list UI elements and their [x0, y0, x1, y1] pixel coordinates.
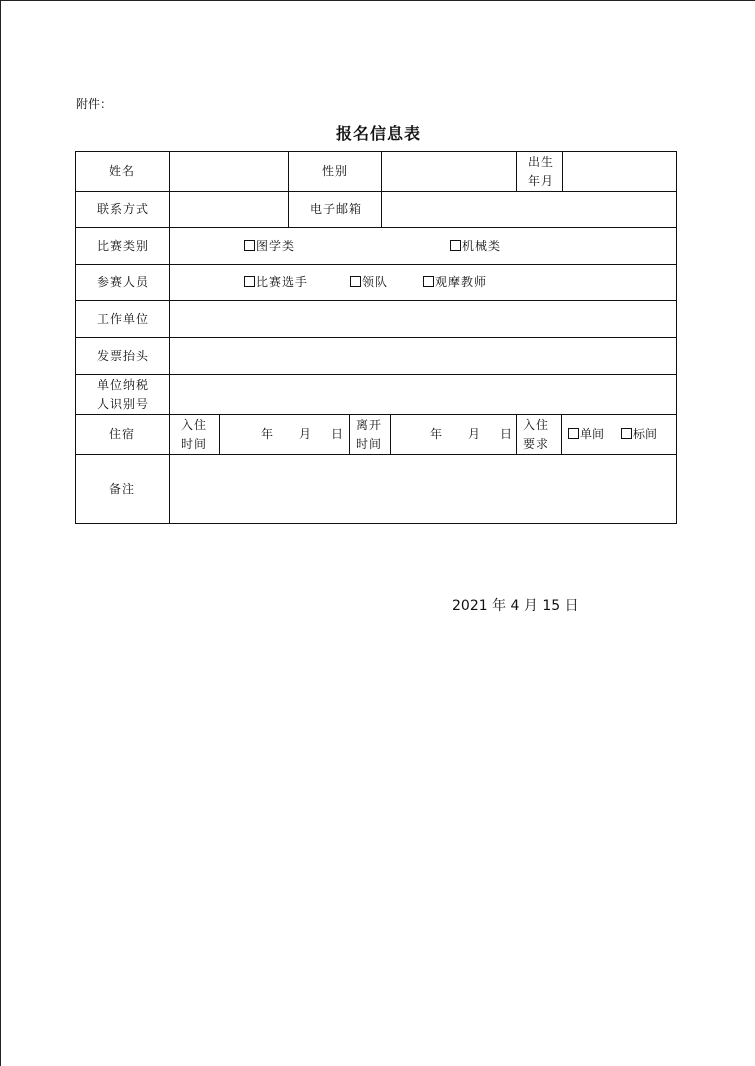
participant-option-leader[interactable]: 领队	[350, 272, 388, 292]
checkbox-icon[interactable]	[350, 276, 361, 287]
label-checkin-line1: 入住	[181, 418, 208, 432]
remarks-field[interactable]	[170, 455, 676, 523]
label-invoice-title: 发票抬头	[97, 349, 150, 363]
form-title: 报名信息表	[335, 124, 421, 143]
column-divider	[390, 414, 391, 455]
participant-option-contestant[interactable]: 比赛选手	[244, 272, 308, 292]
checkbox-icon[interactable]	[423, 276, 434, 287]
email-field[interactable]	[382, 192, 676, 227]
footer-date: 2021 年 4 月 15 日	[452, 598, 579, 614]
label-lodging: 住宿	[109, 427, 136, 441]
gender-field[interactable]	[382, 152, 516, 191]
contact-field[interactable]	[170, 192, 288, 227]
table-border-right	[676, 151, 677, 524]
label-checkout-line2: 时间	[356, 437, 383, 451]
checkbox-icon[interactable]	[450, 240, 461, 251]
participant-option-observer[interactable]: 观摩教师	[423, 272, 487, 292]
label-request-line2: 要求	[523, 437, 550, 451]
checkbox-icon[interactable]	[244, 240, 255, 251]
label-category: 比赛类别	[97, 239, 150, 253]
label-participants: 参赛人员	[97, 275, 150, 289]
checkbox-icon[interactable]	[568, 428, 579, 439]
row-divider	[75, 414, 677, 415]
birth-field[interactable]	[563, 152, 676, 191]
row-divider	[75, 264, 677, 265]
label-checkin-line2: 时间	[181, 437, 208, 451]
taxpayer-id-field[interactable]	[170, 375, 676, 414]
label-name: 姓名	[109, 164, 136, 178]
label-taxpayer-line1: 单位纳税	[97, 378, 150, 392]
employer-field[interactable]	[170, 301, 676, 337]
label-gender: 性别	[322, 164, 349, 178]
label-birth-line2: 年月	[528, 174, 555, 188]
column-divider	[349, 414, 350, 455]
name-field[interactable]	[170, 152, 288, 191]
column-divider	[516, 151, 517, 192]
category-option-mechanical[interactable]: 机械类	[450, 236, 501, 256]
column-divider	[561, 414, 562, 455]
table-border-bottom	[75, 523, 677, 524]
checkout-date-field[interactable]: 年 月 日	[430, 427, 513, 441]
column-divider	[516, 414, 517, 455]
label-email: 电子邮箱	[310, 202, 363, 216]
room-option-standard[interactable]: 标间	[621, 424, 657, 444]
label-request-line1: 入住	[523, 418, 550, 432]
label-taxpayer-line2: 人识别号	[97, 397, 150, 411]
checkbox-icon[interactable]	[244, 276, 255, 287]
attachment-label: 附件：	[76, 97, 113, 111]
label-checkout-line1: 离开	[356, 418, 383, 432]
category-option-graphics[interactable]: 图学类	[244, 236, 295, 256]
label-contact: 联系方式	[97, 202, 150, 216]
checkin-date-field[interactable]: 年 月 日	[261, 427, 344, 441]
column-divider	[219, 414, 220, 455]
table-border-left	[75, 151, 76, 524]
label-remarks: 备注	[109, 482, 136, 496]
checkbox-icon[interactable]	[621, 428, 632, 439]
row-divider	[75, 227, 677, 228]
label-employer: 工作单位	[97, 312, 150, 326]
label-birth-line1: 出生	[528, 155, 555, 169]
column-divider	[288, 151, 289, 228]
invoice-title-field[interactable]	[170, 338, 676, 374]
room-option-single[interactable]: 单间	[568, 424, 604, 444]
